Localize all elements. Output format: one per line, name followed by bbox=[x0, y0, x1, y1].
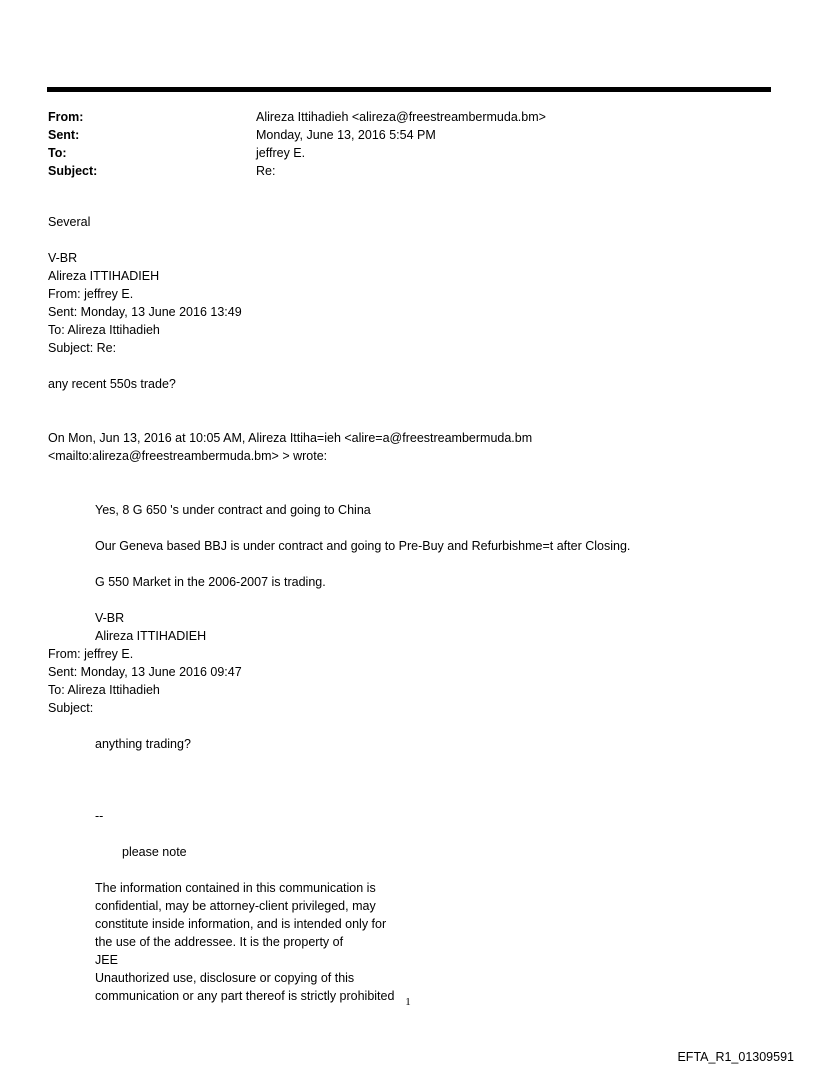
quoted-sent: Sent: Monday, 13 June 2016 09:47 bbox=[48, 665, 242, 679]
to-row bbox=[48, 144, 546, 162]
signature-dashes: -- bbox=[95, 809, 104, 823]
quoted-text: any recent 550s trade? bbox=[48, 377, 176, 391]
quoted-subject: Subject: bbox=[48, 701, 94, 715]
page-number: 1 bbox=[405, 996, 411, 1008]
email-header bbox=[48, 108, 546, 180]
reply-text: Several bbox=[48, 215, 91, 229]
quoted-to: To: Alireza Ittihadieh bbox=[48, 323, 160, 337]
from-value: Alireza Ittihadieh <alireza@freestreambermuda.bm> bbox=[256, 110, 546, 124]
subject-value: Re: bbox=[256, 164, 276, 178]
quoted-to: To: Alireza Ittihadieh bbox=[48, 683, 160, 697]
sent-row bbox=[48, 126, 546, 144]
bates-number: EFTA_R1_01309591 bbox=[677, 1050, 794, 1064]
paragraph: G 550 Market in the 2006-2007 is trading. bbox=[95, 575, 326, 589]
paragraph: Our Geneva based BBJ is under contract and going to Pre-Buy and Refurbishme=t after Closing. bbox=[95, 539, 631, 553]
disclaimer-line: confidential, may be attorney-client privileged, may bbox=[95, 899, 376, 913]
email-body bbox=[48, 213, 768, 1005]
sent-value: Monday, June 13, 2016 5:54 PM bbox=[256, 128, 436, 142]
disclaimer-line: the use of the addressee. It is the property of bbox=[95, 935, 344, 949]
note-heading: please note bbox=[122, 845, 187, 859]
quoted-from: From: jeffrey E. bbox=[48, 647, 134, 661]
to-label: To: bbox=[48, 146, 67, 160]
disclaimer-line: communication or any part thereof is strictly prohibited bbox=[95, 989, 395, 1003]
quoted-sent: Sent: Monday, 13 June 2016 13:49 bbox=[48, 305, 242, 319]
sent-label: Sent: bbox=[48, 128, 80, 142]
attribution-line: On Mon, Jun 13, 2016 at 10:05 AM, Alireza Ittiha=ieh <alire=a@freestreambermuda.bm bbox=[48, 431, 533, 445]
attribution-mailto: <mailto:alireza@freestreambermuda.bm> > wrote: bbox=[48, 449, 328, 463]
from-label: From: bbox=[48, 110, 84, 124]
signature-name: Alireza ITTIHADIEH bbox=[48, 269, 160, 283]
to-value: jeffrey E. bbox=[256, 146, 306, 160]
subject-row bbox=[48, 162, 546, 180]
disclaimer-line: constitute inside information, and is intended only for bbox=[95, 917, 387, 931]
disclaimer-line: Unauthorized use, disclosure or copying of this bbox=[95, 971, 355, 985]
subject-label: Subject: bbox=[48, 164, 98, 178]
signature-line: V-BR bbox=[48, 251, 78, 265]
header-rule bbox=[47, 87, 771, 92]
quoted-text: anything trading? bbox=[95, 737, 191, 751]
signature-line: V-BR bbox=[95, 611, 125, 625]
from-row bbox=[48, 108, 546, 126]
signature-name: Alireza ITTIHADIEH bbox=[95, 629, 207, 643]
disclaimer-line: JEE bbox=[95, 953, 118, 967]
quoted-from: From: jeffrey E. bbox=[48, 287, 134, 301]
quoted-subject: Subject: Re: bbox=[48, 341, 117, 355]
paragraph: Yes, 8 G 650 's under contract and going to China bbox=[95, 503, 371, 517]
disclaimer-line: The information contained in this communication is bbox=[95, 881, 376, 895]
